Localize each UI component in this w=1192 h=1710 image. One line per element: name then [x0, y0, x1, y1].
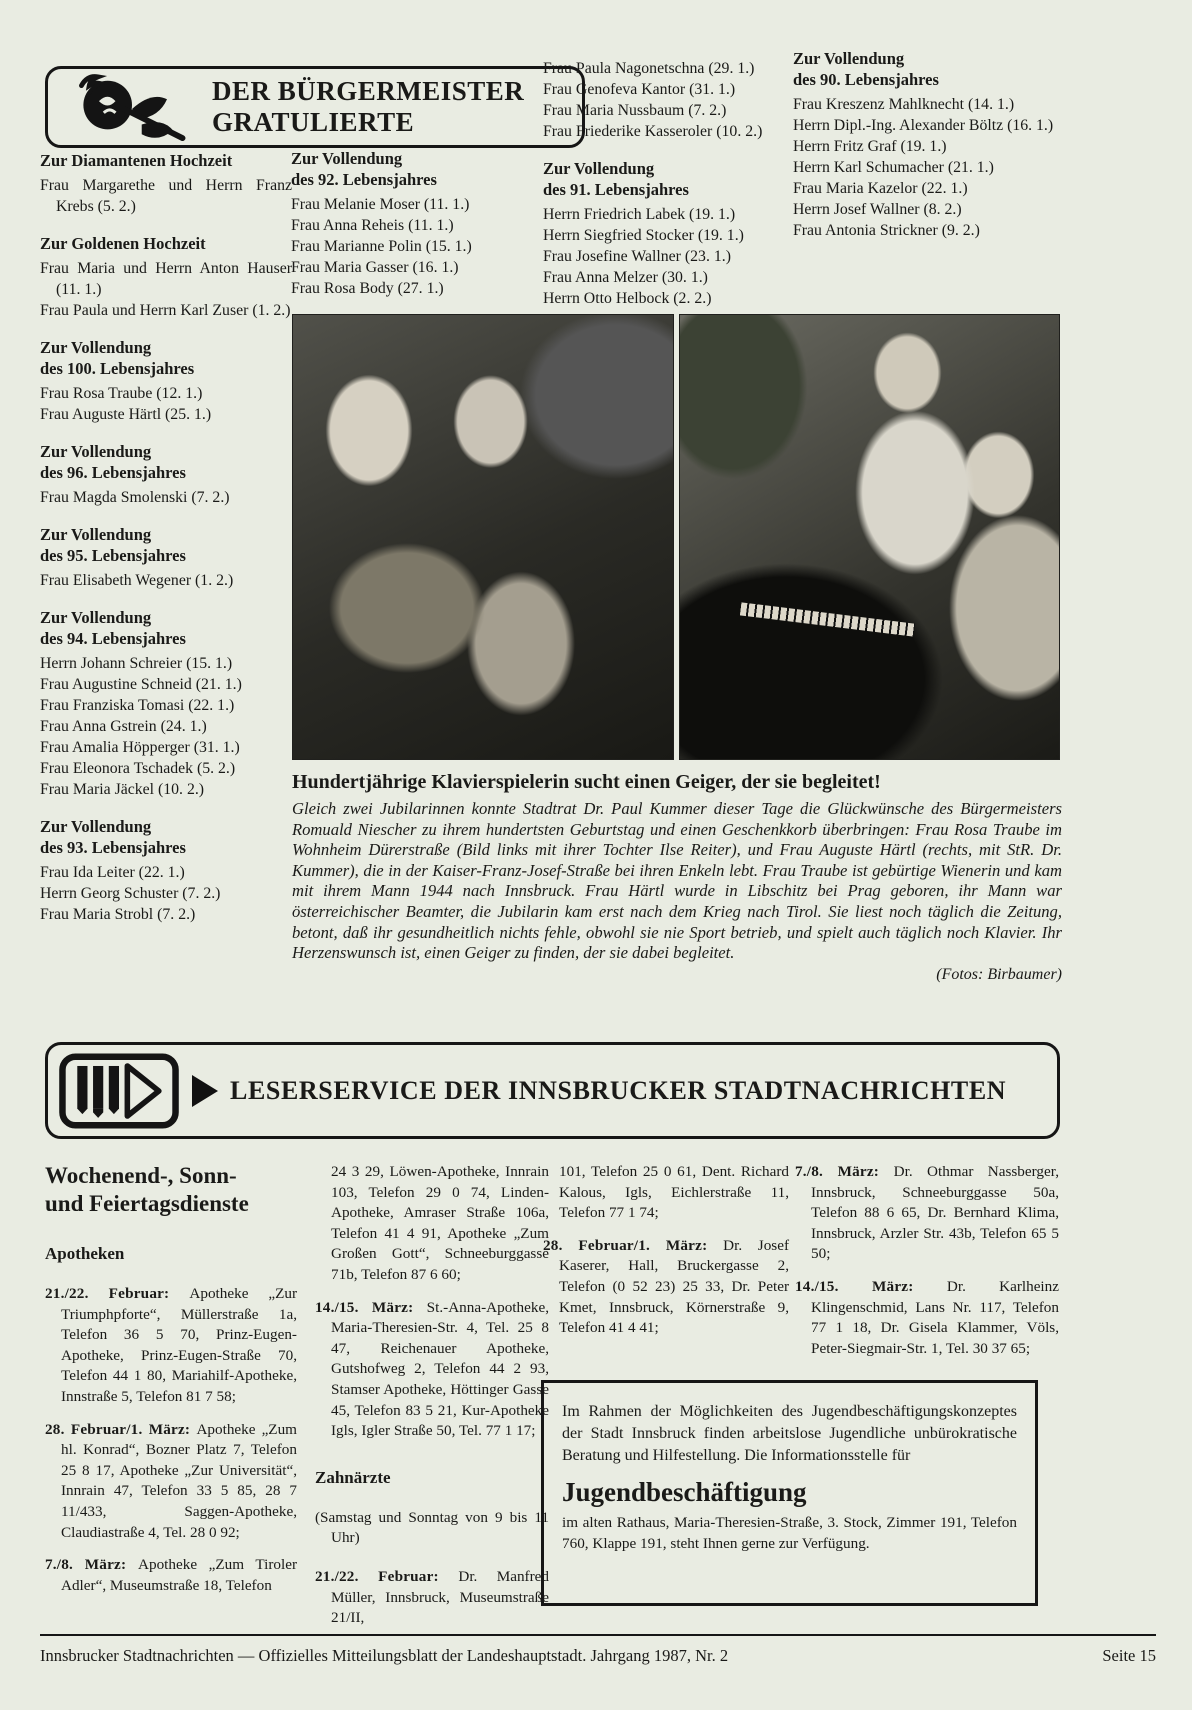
congrats-entry: Frau Rosa Traube (12. 1.)	[40, 385, 203, 402]
congrats-block	[40, 441, 292, 508]
arrow-right-icon	[192, 1075, 218, 1107]
congrats-block	[40, 337, 292, 425]
services-subheading: Zahnärzte	[315, 1467, 391, 1487]
services-paragraph: 24 3 29, Löwen-Apotheke, Innrain 103, Telefon 29 0 74, Linden-Apotheke, Amraser Straße 106a, Telefon 41 4 91, Apotheke „Zum Großen Gott“, Schneeburggasse 71b, Telefon 87 6 60;	[331, 1163, 549, 1283]
services-column-2	[315, 1162, 549, 1641]
congrats-block	[543, 58, 789, 142]
services-date-lead: 21./22. Februar:	[45, 1285, 190, 1302]
congrats-block	[40, 524, 292, 591]
congrats-block	[543, 158, 789, 309]
rose-icon	[62, 72, 202, 142]
congrats-column-2	[291, 148, 533, 315]
congrats-entry: Herrn Siegfried Stocker (19. 1.)	[543, 227, 744, 244]
congrats-block	[40, 233, 292, 321]
congrats-block	[40, 150, 292, 217]
masthead-title-line2: GRATULIERTE	[212, 107, 415, 137]
services-column-4	[795, 1162, 1059, 1371]
congrats-heading-line: des 94. Lebensjahres	[40, 629, 186, 648]
congrats-column-1	[40, 150, 292, 941]
services-subheading: Apotheken	[45, 1244, 125, 1263]
congrats-heading-line: Zur Diamantenen Hochzeit	[40, 151, 233, 170]
congrats-heading-line: Zur Vollendung	[40, 442, 152, 461]
congrats-entry: Frau Augustine Schneid (21. 1.)	[40, 676, 242, 693]
congrats-heading	[40, 816, 292, 858]
congrats-entry: Herrn Johann Schreier (15. 1.)	[40, 655, 233, 672]
jugend-body: im alten Rathaus, Maria-Theresien-Straße, 3. Stock, Zimmer 191, Telefon 760, Klappe 191, steht Ihnen gerne zur Verfügung.	[562, 1514, 1017, 1552]
congrats-heading-line: Zur Vollendung	[543, 159, 655, 178]
congrats-entry: Frau Maria und Herrn Anton Hauser (11. 1.)	[40, 260, 292, 298]
congrats-entry: Herrn Karl Schumacher (21. 1.)	[793, 159, 994, 176]
congrats-entry: Frau Josefine Wallner (23. 1.)	[543, 248, 731, 265]
congrats-heading-line: des 92. Lebensjahres	[291, 170, 437, 189]
photo-caption	[292, 770, 1062, 984]
congrats-heading-line: Zur Goldenen Hochzeit	[40, 234, 206, 253]
jugend-box	[541, 1380, 1038, 1606]
congrats-entry: Frau Maria Kazelor (22. 1.)	[793, 180, 968, 197]
congrats-entry: Frau Maria Nussbaum (7. 2.)	[543, 102, 727, 119]
services-date-lead: 14./15. März:	[315, 1298, 427, 1316]
services-date-lead: 7./8. März:	[45, 1556, 139, 1574]
congrats-entry: Herrn Fritz Graf (19. 1.)	[793, 138, 947, 155]
services-date-lead: 28. Februar/1. März:	[543, 1236, 724, 1254]
services-paragraph: 14./15. März: St.-Anna-Apotheke, Maria-Theresien-Str. 4, Tel. 25 8 47, Reichenauer Apotheke, Gutshofweg 2, Telefon 44 2 93, Stamser Apotheke, Höttinger Gasse 45, Telefon 83 5 21, Kur-Apotheke Igls, Igler Straße 50, Tel. 77 1 17;	[315, 1298, 549, 1440]
leserservice-title: LESERSERVICE DER INNSBRUCKER STADTNACHRICHTEN	[230, 1075, 1007, 1105]
services-column-3	[543, 1162, 789, 1351]
services-heading-line: Wochenend-, Sonn-	[45, 1163, 237, 1188]
photo-strip	[292, 314, 1060, 760]
footer	[40, 1646, 1156, 1666]
congrats-entry: Frau Margarethe und Herrn Franz Krebs (5. 2.)	[40, 177, 292, 215]
congrats-entry: Frau Maria Jäckel (10. 2.)	[40, 781, 205, 798]
caption-body: Gleich zwei Jubilarinnen konnte Stadtrat Dr. Paul Kummer dieser Tage die Glückwünsche des Bürgermeisters Romuald Niescher zu ihrem hundertsten Geburtstag und einen Geschenkkorb überbringen: Frau Rosa Traube im Wohnheim Dürerstraße (Bild links mit ihrer Tochter Ilse Reiter), und Frau Auguste Härtl (rechts, mit StR. Dr. Kummer), die in der Kaiser-Franz-Josef-Straße bei ihren Enkeln lebt. Frau Traube ist gebürtige Wienerin und kam mit ihrem Mann 1944 nach Innsbruck. Frau Härtl wurde in Libschitz bei Prag geboren, ihr Mann war österreichischer Beamter, die Jubilarin kam erst nach dem Krieg nach Tirol. Sie liest noch täglich die Zeitung, betont, daß ihr gesundheitlich nichts fehle, obwohl sie nie Sport betrieb, und spielt auch täglich noch Klavier. Ihr Herzenswunsch ist, einen Geiger zu finden, der sie dabei begleitet.	[292, 799, 1062, 963]
caption-title: Hundertjährige Klavierspielerin sucht einen Geiger, der sie begleitet!	[292, 771, 881, 793]
congrats-entry: Herrn Friedrich Labek (19. 1.)	[543, 206, 736, 223]
congrats-entry: Frau Genofeva Kantor (31. 1.)	[543, 81, 736, 98]
congrats-entry: Frau Amalia Höpperger (31. 1.)	[40, 739, 240, 756]
congrats-heading	[40, 441, 292, 483]
photo-left-jubilarin-blumen	[292, 314, 674, 760]
services-paragraph: 101, Telefon 25 0 61, Dent. Richard Kalous, Igls, Eichlerstraße 11, Telefon 77 1 74;	[559, 1163, 789, 1222]
footer-right: Seite 15	[1102, 1646, 1156, 1665]
masthead-title-line1: DER BÜRGERMEISTER	[212, 76, 525, 106]
jugend-intro: Im Rahmen der Möglichkeiten des Jugendbeschäftigungskonzeptes der Stadt Innsbruck finden arbeitslose Jugendliche unbürokratische Beratung und Hilfestellung. Die Informationsstelle für	[562, 1403, 1017, 1464]
masthead-banner	[45, 66, 585, 148]
services-heading	[45, 1162, 297, 1218]
services-date-lead: 14./15. März:	[795, 1277, 947, 1295]
congrats-heading	[40, 607, 292, 649]
pencil-icon	[58, 1053, 180, 1129]
congrats-entry: Herrn Otto Helbock (2. 2.)	[543, 290, 712, 307]
congrats-heading-line: des 90. Lebensjahres	[793, 70, 939, 89]
congrats-entry: Frau Anna Reheis (11. 1.)	[291, 217, 454, 234]
services-paragraph: 7./8. März: Dr. Othmar Nassberger, Innsbruck, Schneeburggasse 50a, Telefon 88 6 65, Dr. Bernhard Klima, Innsbruck, Arzler Str. 43b, Telefon 65 5 50;	[795, 1163, 1060, 1263]
photo-right-klavierspielerin	[679, 314, 1061, 760]
congrats-entry: Frau Rosa Body (27. 1.)	[291, 280, 444, 297]
services-paragraph: 7./8. März: Apotheke „Zum Tiroler Adler“, Museumstraße 18, Telefon	[45, 1556, 298, 1594]
congrats-entry: Frau Magda Smolenski (7. 2.)	[40, 489, 230, 506]
congrats-entry: Frau Eleonora Tschadek (5. 2.)	[40, 760, 236, 777]
congrats-heading-line: Zur Vollendung	[40, 817, 152, 836]
congrats-entry: Frau Paula und Herrn Karl Zuser (1. 2.)	[40, 302, 291, 319]
congrats-entry: Frau Auguste Härtl (25. 1.)	[40, 406, 212, 423]
congrats-block	[40, 607, 292, 800]
congrats-heading-line: Zur Vollendung	[40, 338, 152, 357]
congrats-entry: Frau Kreszenz Mahlknecht (14. 1.)	[793, 96, 1015, 113]
footer-left: Innsbrucker Stadtnachrichten — Offizielles Mitteilungsblatt der Landeshauptstadt. Jahrgang 1987, Nr. 2	[40, 1646, 729, 1665]
congrats-heading	[543, 158, 789, 200]
services-paragraph: 28. Februar/1. März: Apotheke „Zum hl. Konrad“, Bozner Platz 7, Telefon 25 8 17, Apotheke „Zur Universität“, Innrain 47, Telefon 33 5 85, 28 7 11/433, Saggen-Apotheke, Claudiastraße 4, Tel. 28 0 92;	[45, 1420, 297, 1541]
congrats-heading-line: Zur Vollendung	[40, 525, 152, 544]
congrats-heading	[40, 337, 292, 379]
congrats-heading-line: des 100. Lebensjahres	[40, 359, 195, 378]
congrats-entry: Frau Friederike Kasseroler (10. 2.)	[543, 123, 763, 140]
congrats-heading	[793, 48, 1065, 90]
congrats-heading-line: des 96. Lebensjahres	[40, 463, 186, 482]
congrats-heading-line: Zur Vollendung	[291, 149, 403, 168]
congrats-entry: Frau Antonia Strickner (9. 2.)	[793, 222, 980, 239]
congrats-entry: Frau Maria Gasser (16. 1.)	[291, 259, 459, 276]
services-paragraph: 21./22. Februar: Apotheke „Zur Triumphpforte“, Müllerstraße 1a, Telefon 36 5 70, Prinz-Eugen-Apotheke, Prinz-Eugen-Straße 70, Telefon 44 1 80, Mariahilf-Apotheke, Innstraße 5, Telefon 81 7 58;	[45, 1285, 298, 1405]
services-date-lead: 28. Februar/1. März:	[45, 1420, 197, 1438]
congrats-heading-line: des 91. Lebensjahres	[543, 180, 689, 199]
congrats-block	[291, 148, 533, 299]
services-column-1	[45, 1162, 297, 1608]
masthead-title	[212, 76, 524, 138]
jugend-title: Jugendbeschäftigung	[562, 1477, 807, 1507]
congrats-entry: Herrn Dipl.-Ing. Alexander Böltz (16. 1.)	[793, 117, 1054, 134]
congrats-block	[40, 816, 292, 925]
congrats-column-4	[793, 48, 1065, 257]
services-paragraph: 21./22. Februar: Dr. Manfred Müller, Innsbruck, Museumstraße 21/II,	[315, 1567, 549, 1627]
footer-rule	[40, 1634, 1156, 1636]
piano-keys	[740, 602, 915, 636]
congrats-entry: Frau Maria Strobl (7. 2.)	[40, 906, 196, 923]
congrats-entry: Frau Franziska Tomasi (22. 1.)	[40, 697, 235, 714]
congrats-entry: Herrn Josef Wallner (8. 2.)	[793, 201, 962, 218]
congrats-entry: Frau Melanie Moser (11. 1.)	[291, 196, 470, 213]
congrats-entry: Frau Paula Nagonetschna (29. 1.)	[543, 60, 755, 77]
congrats-heading	[291, 148, 533, 190]
services-note: (Samstag und Sonntag von 9 bis 11 Uhr)	[315, 1508, 549, 1547]
services-heading-line: und Feiertagsdienste	[45, 1191, 249, 1216]
congrats-heading-line: des 93. Lebensjahres	[40, 838, 186, 857]
congrats-entry: Frau Marianne Polin (15. 1.)	[291, 238, 472, 255]
congrats-heading-line: des 95. Lebensjahres	[40, 546, 186, 565]
leserservice-banner	[45, 1042, 1060, 1139]
congrats-entry: Frau Anna Gstrein (24. 1.)	[40, 718, 207, 735]
services-paragraph: 28. Februar/1. März: Dr. Josef Kaserer, Hall, Bruckergasse 2, Telefon (0 52 23) 25 33, Dr. Peter Kmet, Innsbruck, Körnerstraße 9, Telefon 41 4 41;	[543, 1236, 790, 1337]
congrats-entry: Frau Ida Leiter (22. 1.)	[40, 864, 185, 881]
congrats-heading-line: Zur Vollendung	[40, 608, 152, 627]
services-date-lead: 7./8. März:	[795, 1163, 894, 1180]
caption-credit: (Fotos: Birbaumer)	[936, 965, 1062, 983]
congrats-heading	[40, 524, 292, 566]
congrats-column-3	[543, 58, 789, 325]
congrats-entry: Frau Elisabeth Wegener (1. 2.)	[40, 572, 234, 589]
congrats-block	[793, 48, 1065, 241]
congrats-heading	[40, 150, 292, 171]
services-paragraph: 14./15. März: Dr. Karlheinz Klingenschmid, Lans Nr. 117, Telefon 77 1 18, Dr. Gisela Klammer, Völs, Peter-Siegmair-Str. 1, Tel. 30 37 65;	[795, 1277, 1059, 1357]
congrats-entry: Frau Anna Melzer (30. 1.)	[543, 269, 708, 286]
services-date-lead: 21./22. Februar:	[315, 1567, 459, 1585]
congrats-heading	[40, 233, 292, 254]
congrats-heading-line: Zur Vollendung	[793, 49, 905, 68]
congrats-entry: Herrn Georg Schuster (7. 2.)	[40, 885, 221, 902]
